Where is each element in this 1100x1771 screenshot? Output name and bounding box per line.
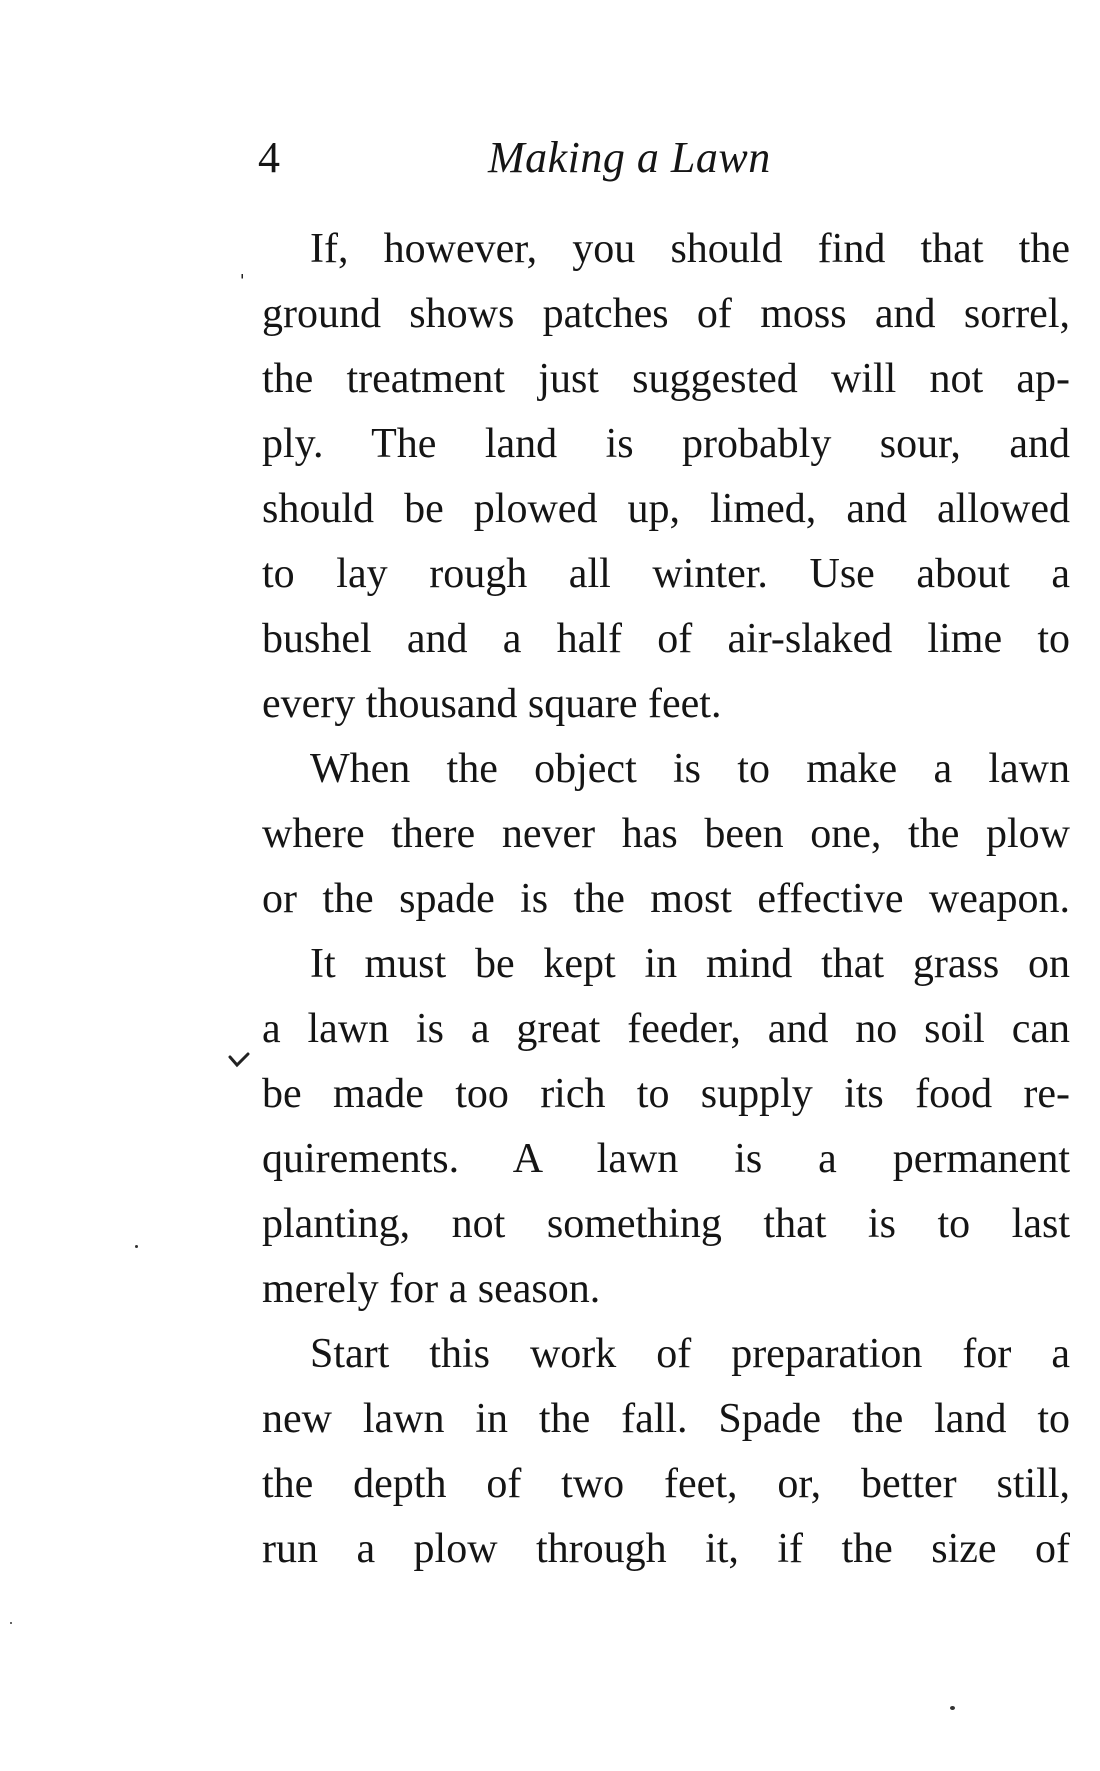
text-line: should be plowed up, limed, and allowed: [262, 486, 1070, 532]
text-line: It must be kept in mind that grass on: [310, 941, 1070, 987]
text-line: the treatment just suggested will not ap-: [262, 356, 1070, 402]
paper-speck: [10, 1622, 12, 1624]
text-line: every thousand square feet.: [262, 681, 722, 727]
text-line: ply. The land is probably sour, and: [262, 421, 1070, 467]
text-line: the depth of two feet, or, better still,: [262, 1461, 1070, 1507]
text-line: be made too rich to supply its food re-: [262, 1071, 1070, 1117]
text-line: quirements. A lawn is a permanent: [262, 1136, 1070, 1182]
page-number: 4: [258, 133, 280, 182]
text-line: planting, not something that is to last: [262, 1201, 1070, 1247]
text-line: a lawn is a great feeder, and no soil can: [262, 1006, 1070, 1052]
body-text: [262, 217, 1070, 1582]
text-line: bushel and a half of air-slaked lime to: [262, 616, 1070, 662]
paper-speck: [135, 1245, 138, 1248]
running-head: [258, 128, 1070, 188]
margin-tick-mark: ˈ: [236, 270, 246, 301]
text-line: If, however, you should find that the: [310, 226, 1070, 272]
text-line: to lay rough all winter. Use about a: [262, 551, 1070, 597]
text-line: ground shows patches of moss and sorrel,: [262, 291, 1070, 337]
text-line: run a plow through it, if the size of: [262, 1526, 1070, 1572]
text-line: Start this work of preparation for a: [310, 1331, 1070, 1377]
text-line: where there never has been one, the plow: [262, 811, 1070, 857]
text-line: merely for a season.: [262, 1266, 601, 1312]
text-line: or the spade is the most effective weapon.: [262, 876, 1070, 922]
margin-check-mark: [228, 1052, 250, 1070]
text-line: When the object is to make a lawn: [310, 746, 1070, 792]
running-title: Making a Lawn: [488, 133, 771, 182]
paper-speck: [950, 1706, 955, 1710]
text-line: new lawn in the fall. Spade the land to: [262, 1396, 1070, 1442]
